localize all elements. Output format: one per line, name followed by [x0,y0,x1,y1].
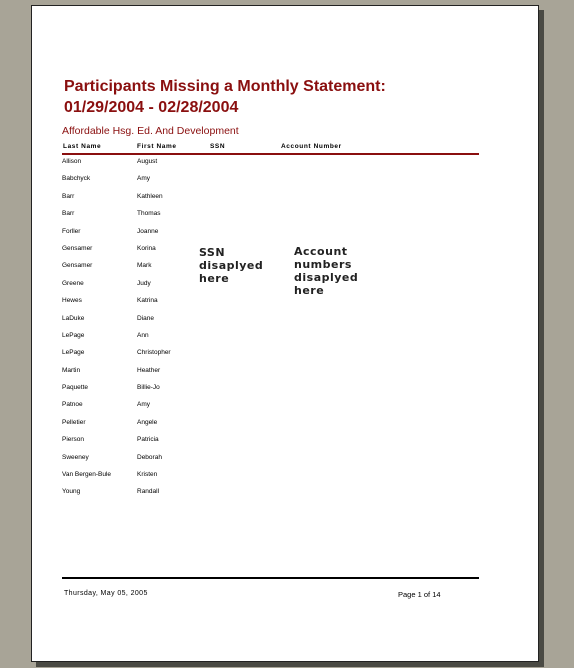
ssn-note-line: here [199,272,230,285]
first-name-cell: Patricia [137,436,159,444]
first-name-cell: Judy [137,279,151,287]
last-name-cell: Martin [62,366,81,374]
account-note-line: numbers [294,258,352,271]
table-row [62,210,262,227]
first-name-cell: Amy [137,401,150,409]
last-name-cell: Forller [62,227,81,235]
last-name-cell: Gensamer [62,244,93,252]
first-name-cell: Ann [137,331,149,339]
first-name-cell: Thomas [137,210,161,218]
first-name-cell: Christopher [137,349,171,357]
first-name-cell: Katrina [137,297,158,305]
table-row [62,436,262,453]
table-row [62,367,262,384]
table-row [62,488,262,505]
column-header-account-number: Account Number [281,143,342,150]
table-row [62,349,262,366]
last-name-cell: Young [62,488,81,496]
last-name-cell: Patnoe [62,401,83,409]
table-row [62,419,262,436]
first-name-cell: Angele [137,418,158,426]
last-name-cell: Allison [62,158,82,165]
first-name-cell: Joanne [137,227,159,235]
last-name-cell: Sweeney [62,453,89,461]
last-name-cell: LaDuke [62,314,85,322]
last-name-cell: LePage [62,349,85,357]
organization-name: Affordable Hsg. Ed. And Development [62,125,239,137]
ssn-note-line: SSN [199,246,226,259]
table-row [62,332,262,349]
report-title [64,76,386,118]
footer-page-number: Page 1 of 14 [398,590,441,599]
last-name-cell: Babchyck [62,175,91,183]
last-name-cell: Barr [62,192,75,200]
first-name-cell: Diane [137,314,154,322]
ssn-note-line: disaplyed [199,259,264,272]
table-row [62,158,262,175]
report-title-line2: 01/29/2004 - 02/28/2004 [64,99,239,116]
first-name-cell: Korina [137,244,156,252]
table-row [62,315,262,332]
column-header-ssn: SSN [210,143,226,150]
last-name-cell: Greene [62,279,84,287]
last-name-cell: LePage [62,331,85,339]
last-name-cell: Hewes [62,297,82,305]
first-name-cell: Heather [137,366,161,374]
first-name-cell: Kathleen [137,192,163,200]
last-name-cell: Barr [62,210,75,218]
participant-list [62,158,262,506]
report-title-line1: Participants Missing a Monthly Statement: [64,78,386,95]
last-name-cell: Pierson [62,436,85,444]
last-name-cell: Gensamer [62,262,93,270]
account-note-line: here [294,284,325,297]
first-name-cell: Amy [137,175,150,183]
account-note-line: Account [294,245,348,258]
table-row [62,454,262,471]
header-divider [62,153,479,155]
footer-divider [62,577,479,579]
ssn-note [199,246,263,285]
account-note [294,245,358,297]
first-name-cell: Mark [137,262,152,270]
table-row [62,401,262,418]
account-note-line: disaplyed [294,271,359,284]
footer-date: Thursday, May 05, 2005 [64,590,148,597]
last-name-cell: Paquette [62,384,89,392]
last-name-cell: Van Bergen-Bule [62,471,112,479]
first-name-cell: Billie-Jo [137,384,160,392]
first-name-cell: Kristen [137,471,158,479]
table-row [62,297,262,314]
table-row [62,471,262,488]
column-header-last-name: Last Name [63,143,102,150]
report-page [31,5,539,662]
column-header-first-name: First Name [137,143,177,150]
first-name-cell: Deborah [137,453,162,461]
first-name-cell: August [137,158,158,165]
last-name-cell: Pelletier [62,418,86,426]
table-row [62,193,262,210]
table-row [62,175,262,192]
first-name-cell: Randall [137,488,160,496]
table-row [62,228,262,245]
table-row [62,384,262,401]
